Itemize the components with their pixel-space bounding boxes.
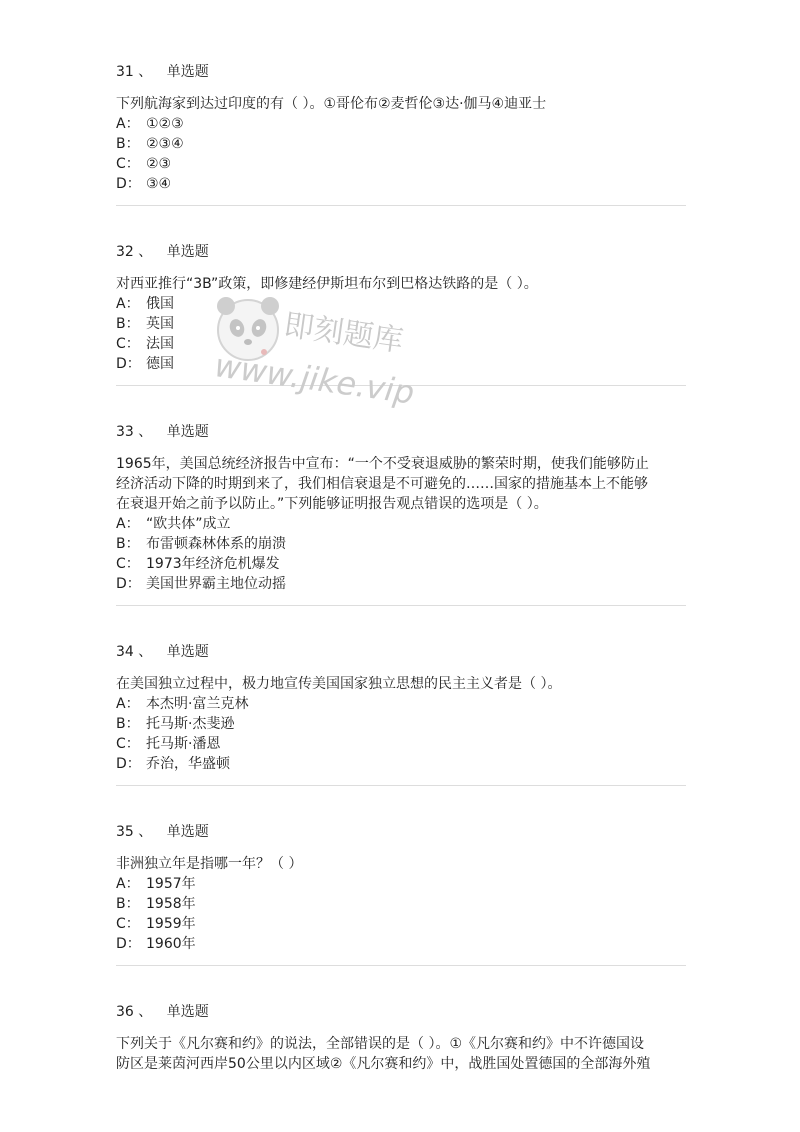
question-number: 34 、 [116, 644, 153, 660]
divider [116, 605, 686, 606]
question-36 [116, 1002, 686, 1074]
question-header [116, 642, 686, 662]
option-c: C： 1973年经济危机爆发 [116, 556, 280, 572]
option-a: A： ①②③ [116, 116, 184, 132]
question-stem: 对西亚推行“3B”政策，即修建经伊斯坦布尔到巴格达铁路的是（ ）。 [116, 276, 538, 292]
question-number: 33 、 [116, 424, 153, 440]
question-type: 单选题 [166, 64, 209, 80]
question-header [116, 242, 686, 262]
question-33 [116, 422, 686, 594]
divider [116, 785, 686, 786]
question-stem-line: 1965年，美国总统经济报告中宣布：“一个不受衰退威胁的繁荣时期，使我们能够防止 [116, 456, 649, 472]
option-c: C： 法国 [116, 336, 174, 352]
question-type: 单选题 [166, 1004, 209, 1020]
option-c: C： ②③ [116, 156, 172, 172]
option-a: A： 1957年 [116, 876, 196, 892]
question-stem-line: 在衰退开始之前予以防止。”下列能够证明报告观点错误的选项是（ ）。 [116, 496, 548, 512]
question-number: 35 、 [116, 824, 153, 840]
question-number: 31 、 [116, 64, 153, 80]
option-d: D： 德国 [116, 356, 174, 372]
option-b: B： 英国 [116, 316, 174, 332]
option-b: B： 布雷顿森林体系的崩溃 [116, 536, 286, 552]
watermark-brand: 即刻题库 [281, 307, 406, 360]
option-b: B： 1958年 [116, 896, 196, 912]
option-c: C： 1959年 [116, 916, 196, 932]
divider [116, 205, 686, 206]
question-type: 单选题 [166, 244, 209, 260]
question-header [116, 822, 686, 842]
question-header [116, 62, 686, 82]
option-d: D： 美国世界霸主地位动摇 [116, 576, 286, 592]
question-type: 单选题 [166, 644, 209, 660]
option-d: D： 乔治，华盛顿 [116, 756, 230, 772]
option-d: D： ③④ [116, 176, 172, 192]
option-c: C： 托马斯·潘恩 [116, 736, 221, 752]
question-stem: 在美国独立过程中，极力地宣传美国国家独立思想的民主主义者是（ ）。 [116, 676, 562, 692]
question-header [116, 1002, 686, 1022]
option-a: A： 俄国 [116, 296, 174, 312]
divider [116, 965, 686, 966]
question-stem: 下列航海家到达过印度的有（ ）。①哥伦布②麦哲伦③达·伽马④迪亚士 [116, 96, 547, 112]
question-stem-line: 防区是莱茵河西岸50公里以内区域②《凡尔赛和约》中，战胜国处置德国的全部海外殖 [116, 1056, 651, 1072]
option-b: B： 托马斯·杰斐逊 [116, 716, 235, 732]
question-stem: 非洲独立年是指哪一年？（ ） [116, 856, 303, 872]
question-34 [116, 642, 686, 774]
question-number: 36 、 [116, 1004, 153, 1020]
watermark-url: www.jike.vip [212, 346, 417, 412]
question-type: 单选题 [166, 824, 209, 840]
question-35 [116, 822, 686, 954]
question-type: 单选题 [166, 424, 209, 440]
option-a: A： 本杰明·富兰克林 [116, 696, 249, 712]
watermark [208, 290, 438, 430]
question-number: 32 、 [116, 244, 153, 260]
option-b: B： ②③④ [116, 136, 184, 152]
question-stem-line: 下列关于《凡尔赛和约》的说法，全部错误的是（ ）。①《凡尔赛和约》中不许德国设 [116, 1036, 644, 1052]
option-a: A： “欧共体”成立 [116, 516, 231, 532]
question-31 [116, 62, 686, 194]
question-stem-line: 经济活动下降的时期到来了，我们相信衰退是不可避免的……国家的措施基本上不能够 [116, 476, 648, 492]
option-d: D： 1960年 [116, 936, 196, 952]
